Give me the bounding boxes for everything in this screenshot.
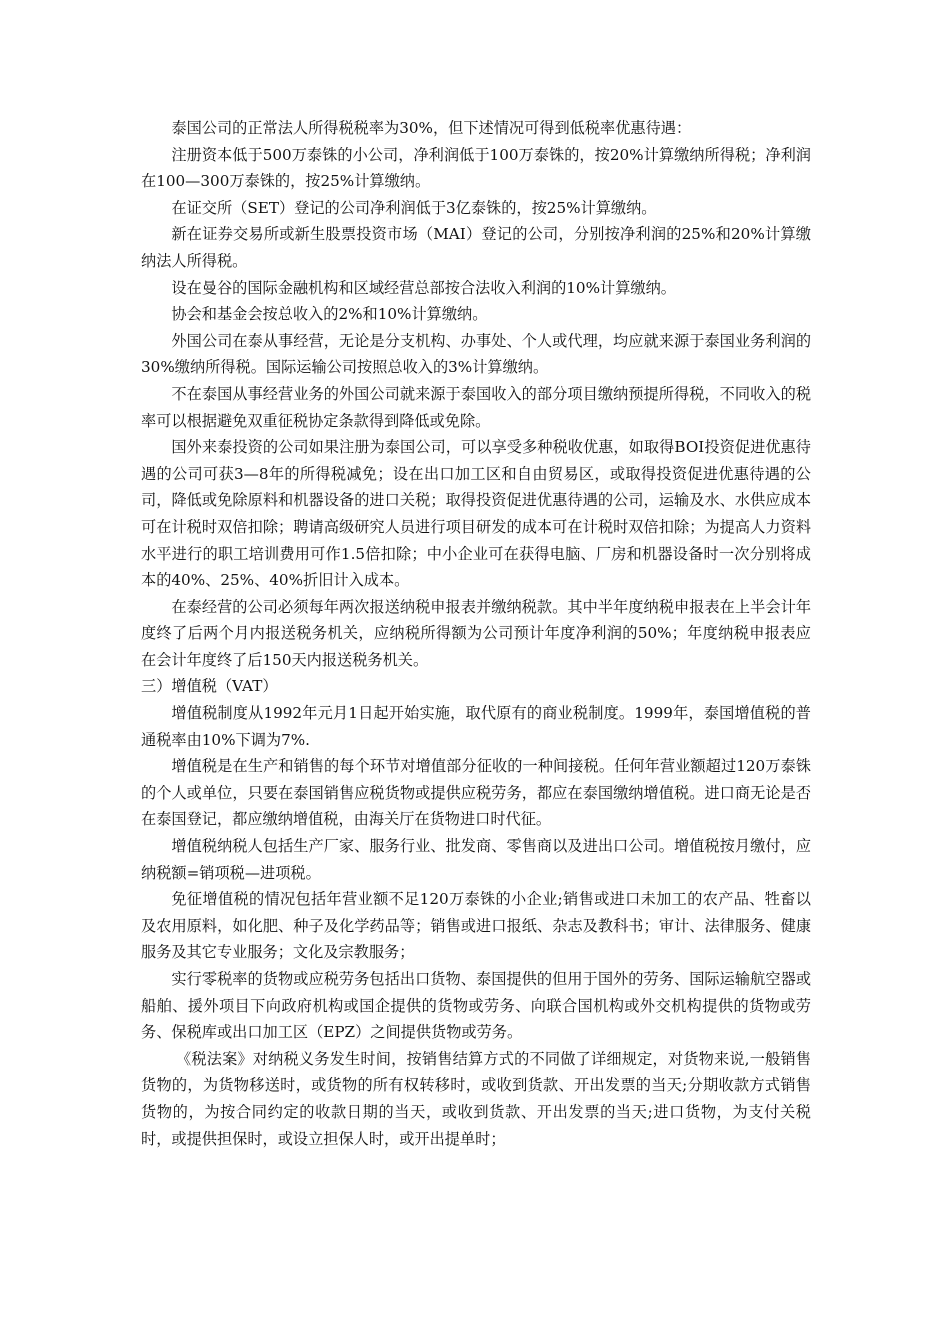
paragraph-associations: 协会和基金会按总收入的2%和10%计算缴纳。 [171, 305, 488, 324]
paragraph-vat-definition: 增值税是在生产和销售的每个环节对增值部分征收的一种间接税。任何年营业额超过120万泰铢的个人或单位，只要在泰国销售应税货物或提供应税劳务，都应在泰国缴纳增值税。进口商无论是否在泰国登记，都应缴纳增值税，由海关厅在货物进口时代征。 [141, 757, 811, 829]
paragraph-tax-rate-intro: 泰国公司的正常法人所得税税率为30%，但下述情况可得到低税率优惠待遇： [171, 119, 692, 137]
paragraph-vat-liability-timing: 《税法案》对纳税义务发生时间，按销售结算方式的不同做了详细规定，对货物来说,一般销售货物的，为货物移送时，或货物的所有权转移时，或收到货款、开出发票的当天;分期收款方式销售货物的，为按合同约定的收款日期的当天，或收到货款、开出发票的当天;进口货物，为支付关税时，或提供担保时，或设立担保人时，或开出提单时； [141, 1049, 811, 1148]
paragraph-foreign-company: 外国公司在泰从事经营，无论是分支机构、办事处、个人或代理，均应就来源于泰国业务利润的30%缴纳所得税。国际运输公司按照总收入的3%计算缴纳。 [141, 331, 811, 377]
paragraph-withholding-tax: 不在泰国从事经营业务的外国公司就来源于泰国收入的部分项目缴纳预提所得税，不同收入的税率可以根据避免双重征税协定条款得到降低或免除。 [141, 384, 811, 430]
paragraph-vat-zero-rate: 实行零税率的货物或应税劳务包括出口货物、泰国提供的但用于国外的劳务、国际运输航空器或船舶、援外项目下向政府机构或国企提供的货物或劳务、向联合国机构或外交机构提供的货物或劳务、保税库或出口加工区（EPZ）之间提供货物或劳务。 [141, 970, 811, 1042]
document-body [141, 115, 811, 1152]
paragraph-vat-taxpayers: 增值税纳税人包括生产厂家、服务行业、批发商、零售商以及进出口公司。增值税按月缴付，应纳税额=销项税—进项税。 [141, 837, 811, 882]
paragraph-tax-filing: 在泰经营的公司必须每年两次报送纳税申报表并缴纳税款。其中半年度纳税申报表在上半会计年度终了后两个月内报送税务机关，应纳税所得额为公司预计年度净利润的50%；年度纳税申报表应在会计年度终了后150天内报送税务机关。 [141, 597, 811, 669]
paragraph-small-company: 注册资本低于500万泰铢的小公司，净利润低于100万泰铢的，按20%计算缴纳所得税；净利润在100—300万泰铢的，按25%计算缴纳。 [141, 145, 811, 191]
section-heading-vat: 三）增值税（VAT） [141, 677, 278, 696]
paragraph-vat-exemptions: 免征增值税的情况包括年营业额不足120万泰铢的小企业;销售或进口未加工的农产品、牲畜以及农用原料，如化肥、种子及化学药品等；销售或进口报纸、杂志及教科书；审计、法律服务、健康服务及其它专业服务；文化及宗教服务； [141, 890, 811, 962]
paragraph-bangkok-hq: 设在曼谷的国际金融机构和区域经营总部按合法收入利润的10%计算缴纳。 [171, 278, 676, 297]
paragraph-mai-listed: 新在证券交易所或新生股票投资市场（MAI）登记的公司，分别按净利润的25%和20%计算缴纳法人所得税。 [141, 225, 811, 270]
paragraph-investment-incentives: 国外来泰投资的公司如果注册为泰国公司，可以享受多种税收优惠，如取得BOI投资促进优惠待遇的公司可获3—8年的所得税减免；设在出口加工区和自由贸易区，或取得投资促进优惠待遇的公司，降低或免除原料和机器设备的进口关税；取得投资促进优惠待遇的公司，运输及水、水供应成本可在计税时双倍扣除；聘请高级研究人员进行项目研发的成本可在计税时双倍扣除；为提高人力资料水平进行的职工培训费用可作1.5倍扣除；中小企业可在获得电脑、厂房和机器设备时一次分别将成本的40%、25%、40%折旧计入成本。 [141, 438, 811, 590]
paragraph-vat-history: 增值税制度从1992年元月1日起开始实施，取代原有的商业税制度。1999年，泰国增值税的普通税率由10%下调为7%. [141, 704, 811, 749]
paragraph-set-listed: 在证交所（SET）登记的公司净利润低于3亿泰铢的，按25%计算缴纳。 [171, 198, 657, 217]
